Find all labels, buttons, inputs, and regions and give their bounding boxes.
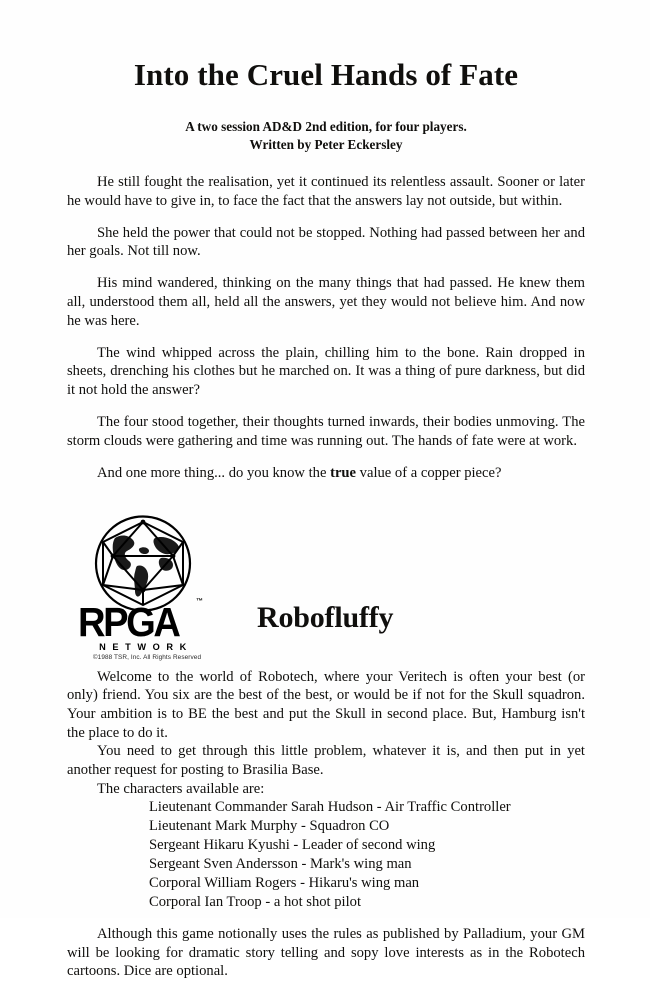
list-item: Lieutenant Commander Sarah Hudson - Air Traffic Controller <box>149 798 585 817</box>
copper-piece-suffix: value of a copper piece? <box>356 465 501 481</box>
module-paragraph-mission: You need to get through this little problem, whatever it is, and then put in yet another request for posting to Brasilia Base. <box>67 742 585 779</box>
rules-note-paragraph: Although this game notionally uses the rules as published by Palladium, your GM will be looking for dramatic story telling and sopy love interests as in the Robotech cartoons. Dice are optional. <box>67 925 585 981</box>
characters-list <box>67 798 585 912</box>
logo-and-module-title-band <box>67 514 585 666</box>
characters-intro: The characters available are: <box>67 780 585 799</box>
intro-paragraph: The four stood together, their thoughts turned inwards, their bodies unmoving. The storm clouds were gathering and time was running out. The hands of fate were at work. <box>67 413 585 451</box>
page-title: Into the Cruel Hands of Fate <box>67 0 585 92</box>
module-title: Robofluffy <box>257 601 393 635</box>
intro-paragraph: He still fought the realisation, yet it continued its relentless assault. Sooner or later he would have to give in, to face the fact that the answers lay not outside, but within. <box>67 173 585 211</box>
list-item: Corporal William Rogers - Hikaru's wing man <box>149 874 585 893</box>
rpga-wordmark: RPGA <box>78 602 208 643</box>
subtitle-block <box>67 118 585 153</box>
intro-paragraph-copper-piece <box>67 464 585 483</box>
list-item: Sergeant Hikaru Kyushi - Leader of second wing <box>149 836 585 855</box>
page-content <box>67 0 585 981</box>
subtitle-line-author: Written by Peter Eckersley <box>67 136 585 153</box>
intro-paragraph: The wind whipped across the plain, chilling him to the bone. Rain dropped in sheets, drenching his clothes but he marched on. It was a thing of pure darkness, but did it not hold the answer? <box>67 344 585 400</box>
list-item: Corporal Ian Troop - a hot shot pilot <box>149 893 585 912</box>
copper-piece-emphasis: true <box>330 465 356 481</box>
rpga-network-label: NETWORK <box>82 642 210 652</box>
rpga-copyright-notice: ©1988 TSR, Inc. All Rights Reserved <box>81 654 213 661</box>
list-item: Sergeant Sven Andersson - Mark's wing man <box>149 855 585 874</box>
intro-paragraph: She held the power that could not be stopped. Nothing had passed between her and her goals. Not till now. <box>67 224 585 262</box>
copper-piece-prefix: And one more thing... do you know the <box>97 465 330 481</box>
module-body <box>67 668 585 981</box>
subtitle-line-edition: A two session AD&D 2nd edition, for four players. <box>67 118 585 135</box>
intro-paragraph: His mind wandered, thinking on the many things that had passed. He knew them all, understood them all, held all the answers, yet they would not believe him. And now he was here. <box>67 274 585 330</box>
list-item: Lieutenant Mark Murphy - Squadron CO <box>149 817 585 836</box>
trademark-icon: ™ <box>196 598 203 605</box>
module-paragraph-welcome: Welcome to the world of Robotech, where your Veritech is often your best (or only) friend. You six are the best of the best, or would be if not for the Skull squadron. Your ambition is to BE the best and put the Skull in second place. But, Hamburg isn't the place to do it. <box>67 668 585 743</box>
intro-prose <box>67 173 585 483</box>
rpga-logo <box>78 514 218 664</box>
